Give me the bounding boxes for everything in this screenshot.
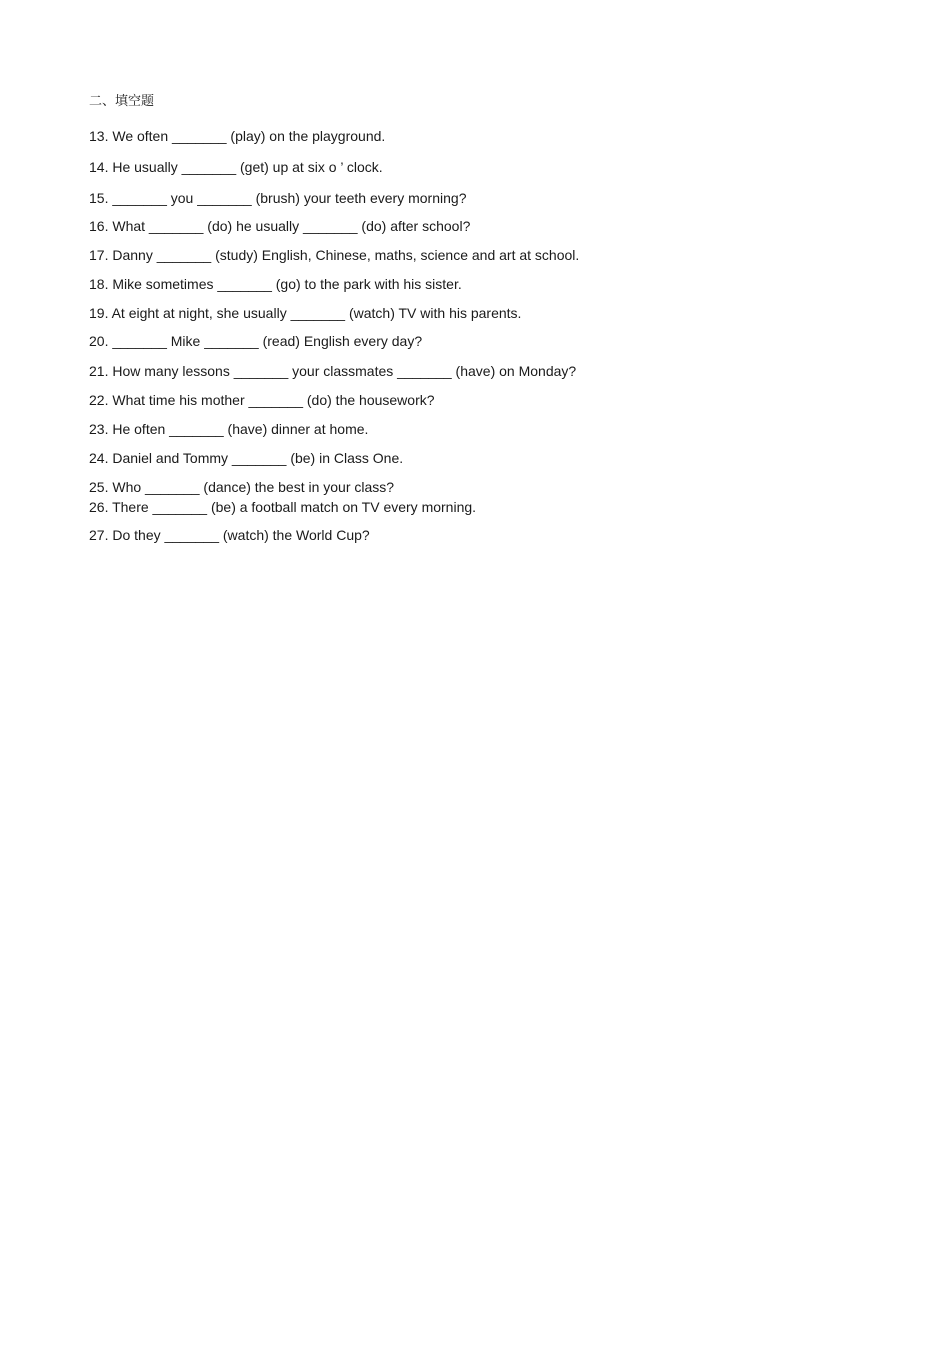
question-17: 17. Danny _______ (study) English, Chinese, maths, science and art at school. bbox=[89, 247, 580, 263]
question-26: 26. There _______ (be) a football match on TV every morning. bbox=[89, 499, 477, 515]
question-20: 20. _______ Mike _______ (read) English every day? bbox=[89, 333, 423, 349]
question-19: 19. At eight at night, she usually _______ (watch) TV with his parents. bbox=[89, 305, 522, 321]
question-21: 21. How many lessons _______ your classmates _______ (have) on Monday? bbox=[89, 363, 577, 379]
question-24: 24. Daniel and Tommy _______ (be) in Class One. bbox=[89, 450, 404, 466]
question-16: 16. What _______ (do) he usually _______ (do) after school? bbox=[89, 218, 471, 234]
question-22: 22. What time his mother _______ (do) the housework? bbox=[89, 392, 435, 408]
section-title: 二、填空题 bbox=[89, 94, 155, 109]
question-18: 18. Mike sometimes _______ (go) to the park with his sister. bbox=[89, 276, 462, 292]
question-14: 14. He usually _______ (get) up at six o ’ clock. bbox=[89, 159, 383, 175]
question-23: 23. He often _______ (have) dinner at home. bbox=[89, 421, 369, 437]
question-13: 13. We often _______ (play) on the playground. bbox=[89, 128, 386, 144]
question-15: 15. _______ you _______ (brush) your teeth every morning? bbox=[89, 190, 467, 206]
question-27: 27. Do they _______ (watch) the World Cup? bbox=[89, 527, 370, 543]
question-25: 25. Who _______ (dance) the best in your class? bbox=[89, 479, 395, 495]
